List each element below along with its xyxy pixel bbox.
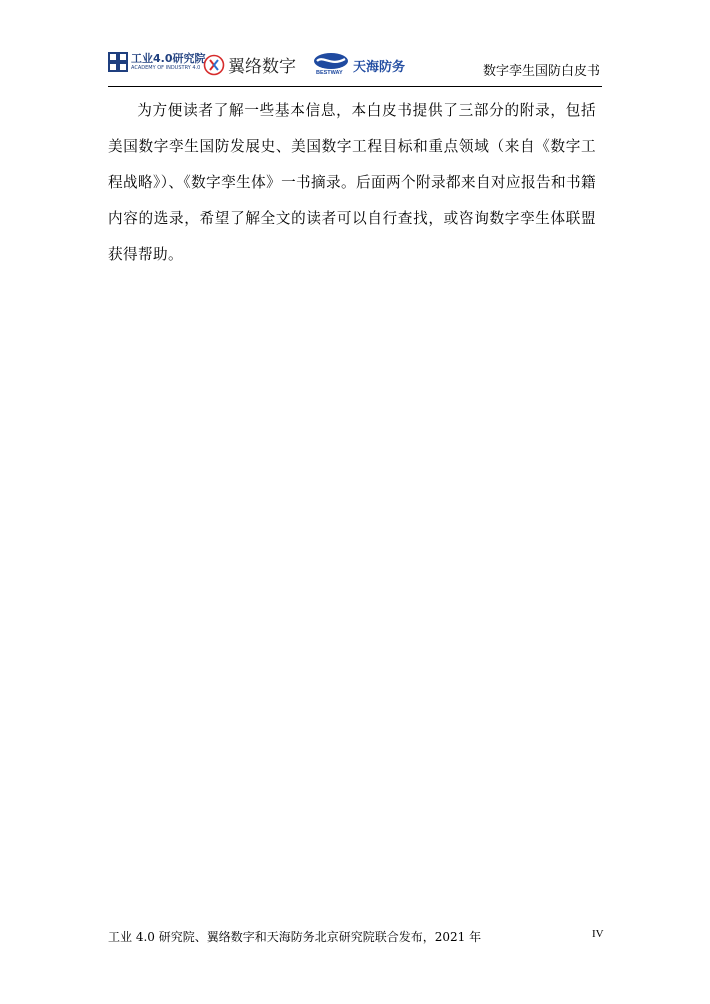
industry-academy-subtitle: ACADEMY OF INDUSTRY 4.0 — [131, 65, 201, 71]
page-header — [108, 50, 602, 87]
page-number: IV — [592, 928, 604, 940]
tianhai-name: 天海防务 — [353, 59, 406, 75]
yiluo-emblem-icon — [203, 54, 225, 76]
document-title: 数字孪生国防白皮书 — [482, 64, 600, 79]
yiluo-name: 翼络数字 — [228, 57, 296, 77]
bestway-label: BESTWAY — [316, 70, 343, 76]
tianhai-defense-logo — [313, 52, 405, 78]
bestway-wave-icon — [313, 52, 349, 70]
industry-academy-title: 工业4.0研究院 — [131, 52, 206, 65]
yiluo-digital-logo — [203, 52, 296, 77]
industry-academy-emblem-icon — [108, 52, 128, 72]
footer-publisher: 工业 4.0 研究院、翼络数字和天海防务北京研究院联合发布，2021 年 — [108, 930, 482, 944]
industry-academy-logo — [108, 52, 206, 72]
body-paragraph: 为方便读者了解一些基本信息，本白皮书提供了三部分的附录，包括美国数字孪生国防发展史、美国数字工程目标和重点领域（来自《数字工程战略》）、《数字孪生体》一书摘录。后面两个附录都来自对应报告和书籍内容的选录，希望了解全文的读者可以自行查找，或咨询数字孪生体联盟获得帮助。 — [108, 102, 596, 263]
